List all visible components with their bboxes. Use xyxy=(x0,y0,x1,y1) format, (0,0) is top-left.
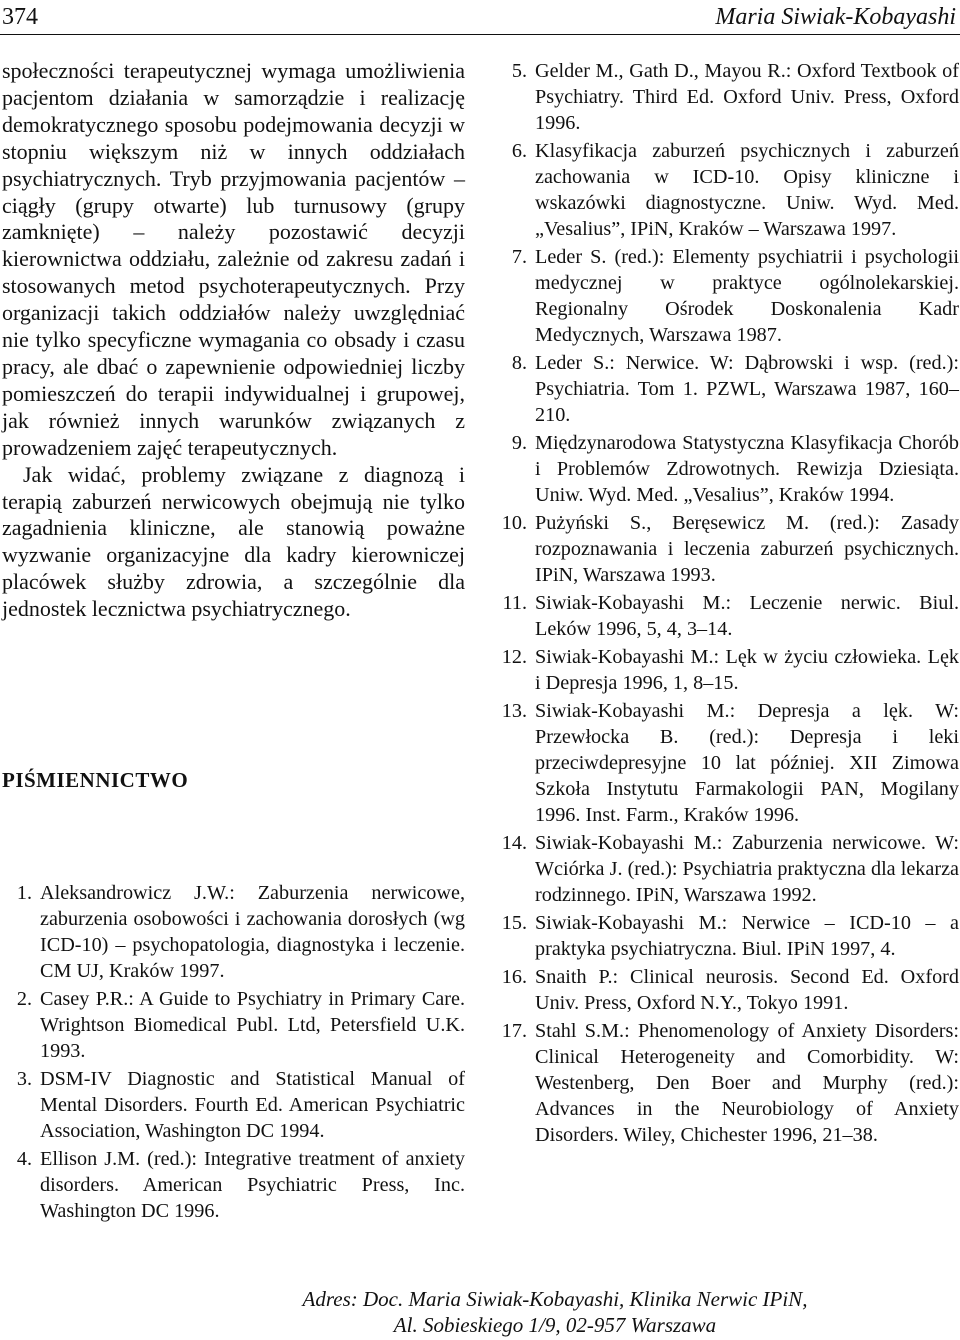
header-rule xyxy=(0,34,960,35)
reference-item xyxy=(497,350,959,428)
reference-item xyxy=(497,644,959,696)
reference-text: Pużyński S., Beręsewicz M. (red.): Zasady rozpoznawania i leczenia zaburzeń psychicznych. IPiN, Warszawa 1993. xyxy=(535,512,959,586)
reference-item xyxy=(497,910,959,962)
reference-text: Ellison J.M. (red.): Integrative treatment of anxiety disorders. American Psychiatric Press, Inc. Washington DC 1996. xyxy=(40,1148,465,1222)
reference-text: Aleksandrowicz J.W.: Zaburzenia nerwicowe, zaburzenia osobowości i zachowania dorosłych (wg ICD-10) – psychopatologia, diagnostyka i leczenie. CM UJ, Kraków 1997. xyxy=(40,882,465,982)
reference-item xyxy=(497,58,959,136)
body-text-column xyxy=(2,58,465,623)
reference-item xyxy=(2,1066,465,1144)
reference-item xyxy=(497,964,959,1016)
reference-text: Siwiak-Kobayashi M.: Zaburzenia nerwicowe. W: Wciórka J. (red.): Psychiatria praktyczna dla lekarza rodzinnego. IPiN, Warszawa 1992. xyxy=(535,832,959,906)
reference-number: 6. xyxy=(511,140,527,162)
reference-item xyxy=(2,1146,465,1224)
reference-number: 8. xyxy=(511,352,527,374)
reference-text: Gelder M., Gath D., Mayou R.: Oxford Textbook of Psychiatry. Third Ed. Oxford Univ. Press, Oxford 1996. xyxy=(535,60,959,134)
reference-number: 4. xyxy=(16,1148,32,1170)
page-number: 374 xyxy=(2,4,38,30)
reference-item xyxy=(497,244,959,348)
reference-text: Snaith P.: Clinical neurosis. Second Ed. Oxford Univ. Press, Oxford N.Y., Tokyo 1991. xyxy=(535,966,959,1014)
reference-text: DSM-IV Diagnostic and Statistical Manual of Mental Disorders. Fourth Ed. American Psychiatric Association, Washington DC 1994. xyxy=(40,1068,465,1142)
address-line: Al. Sobieskiego 1/9, 02-957 Warszawa xyxy=(393,1313,717,1337)
reference-number: 1. xyxy=(16,882,32,904)
references-list-left xyxy=(2,880,465,1226)
reference-item xyxy=(497,698,959,828)
address-line: Adres: Doc. Maria Siwiak-Kobayashi, Klinika Nerwic IPiN, xyxy=(302,1287,808,1311)
reference-item xyxy=(497,1018,959,1148)
body-paragraph: społeczności terapeutycznej wymaga umożliwienia pacjentom działania w samorządzie i realizację demokratycznego sposobu podejmowania decyzji w stopniu większym niż w innych oddziałach psychiatrycznych. Tryb przyjmowania pacjentów – ciągły (grupy otwarte) lub turnusowy (grupy zamknięte) – należy pozostawić decyzji kierownictwa oddziału, zależnie od zakresu zadań i stosowanych metod psychoterapeutycznych. Przy organizacji takich oddziałów należy uwzględniać nie tylko specyficzne wymagania co obsady i czasu pracy, ale dbać o zapewnienie odpowiedniej liczby pomieszczeń do terapii indywidualnej i grupowej, jak również innych warunków związanych z prowadzeniem zajęć terapeutycznych. xyxy=(2,58,465,460)
reference-text: Leder S.: Nerwice. W: Dąbrowski i wsp. (red.): Psychiatria. Tom 1. PZWL, Warszawa 1987, 160–210. xyxy=(535,352,959,426)
reference-number: 13. xyxy=(501,700,527,722)
reference-item xyxy=(497,510,959,588)
reference-number: 9. xyxy=(511,432,527,454)
reference-item xyxy=(2,880,465,984)
reference-number: 16. xyxy=(501,966,527,988)
reference-number: 10. xyxy=(501,512,527,534)
reference-number: 17. xyxy=(501,1020,527,1042)
reference-number: 3. xyxy=(16,1068,32,1090)
running-author: Maria Siwiak-Kobayashi xyxy=(715,4,956,30)
reference-text: Casey P.R.: A Guide to Psychiatry in Primary Care. Wrightson Biomedical Publ. Ltd, Petersfield U.K. 1993. xyxy=(40,988,465,1062)
reference-number: 15. xyxy=(501,912,527,934)
reference-text: Międzynarodowa Statystyczna Klasyfikacja Chorób i Problemów Zdrowotnych. Rewizja Dziesiąta. Uniw. Wyd. Med. „Vesalius”, Kraków 1994. xyxy=(535,432,959,506)
references-heading: PIŚMIENNICTWO xyxy=(2,768,189,792)
reference-text: Leder S. (red.): Elementy psychiatrii i psychologii medycznej w praktyce ogólnolekarskiej. Regionalny Ośrodek Doskonalenia Kadr Medycznych, Warszawa 1987. xyxy=(535,246,959,346)
reference-number: 12. xyxy=(501,646,527,668)
reference-item xyxy=(497,830,959,908)
reference-item xyxy=(497,430,959,508)
author-address xyxy=(0,1286,960,1338)
reference-number: 11. xyxy=(502,592,527,614)
reference-text: Stahl S.M.: Phenomenology of Anxiety Disorders: Clinical Heterogeneity and Comorbidity. W: Westenberg, Den Boer and Murphy (red.): Advances in the Neurobiology of Anxiety Disorders. Wiley, Chichester 1996, 21–38. xyxy=(535,1020,959,1146)
reference-number: 14. xyxy=(501,832,527,854)
reference-text: Siwiak-Kobayashi M.: Leczenie nerwic. Biul. Leków 1996, 5, 4, 3–14. xyxy=(535,592,959,640)
running-head xyxy=(2,4,956,34)
reference-item xyxy=(2,986,465,1064)
reference-text: Siwiak-Kobayashi M.: Nerwice – ICD-10 – a praktyka psychiatryczna. Biul. IPiN 1997, 4. xyxy=(535,912,959,960)
body-paragraph: Jak widać, problemy związane z diagnozą i terapią zaburzeń nerwicowych obejmują nie tylko zagadnienia kliniczne, ale stanowią poważne wyzwanie organizacyjne dla kadry kierowniczej placówek służby zdrowia, a szczególnie dla jednostek lecznictwa psychiatrycznego. xyxy=(2,461,465,622)
reference-item xyxy=(497,590,959,642)
reference-number: 5. xyxy=(511,60,527,82)
reference-number: 7. xyxy=(511,246,527,268)
reference-item xyxy=(497,138,959,242)
reference-text: Siwiak-Kobayashi M.: Depresja a lęk. W: Przewłocka B. (red.): Depresja i leki przeciwdepresyjne 10 lat później. XII Zimowa Szkoła Instytutu Farmakologii PAN, Mogilany 1996. Inst. Farm., Kraków 1996. xyxy=(535,700,959,826)
references-list-right xyxy=(497,58,959,1150)
reference-text: Klasyfikacja zaburzeń psychicznych i zaburzeń zachowania w ICD-10. Opisy kliniczne i wskazówki diagnostyczne. Uniw. Wyd. Med. „Vesalius”, IPiN, Kraków – Warszawa 1997. xyxy=(535,140,959,240)
reference-text: Siwiak-Kobayashi M.: Lęk w życiu człowieka. Lęk i Depresja 1996, 1, 8–15. xyxy=(535,646,959,694)
reference-number: 2. xyxy=(16,988,32,1010)
